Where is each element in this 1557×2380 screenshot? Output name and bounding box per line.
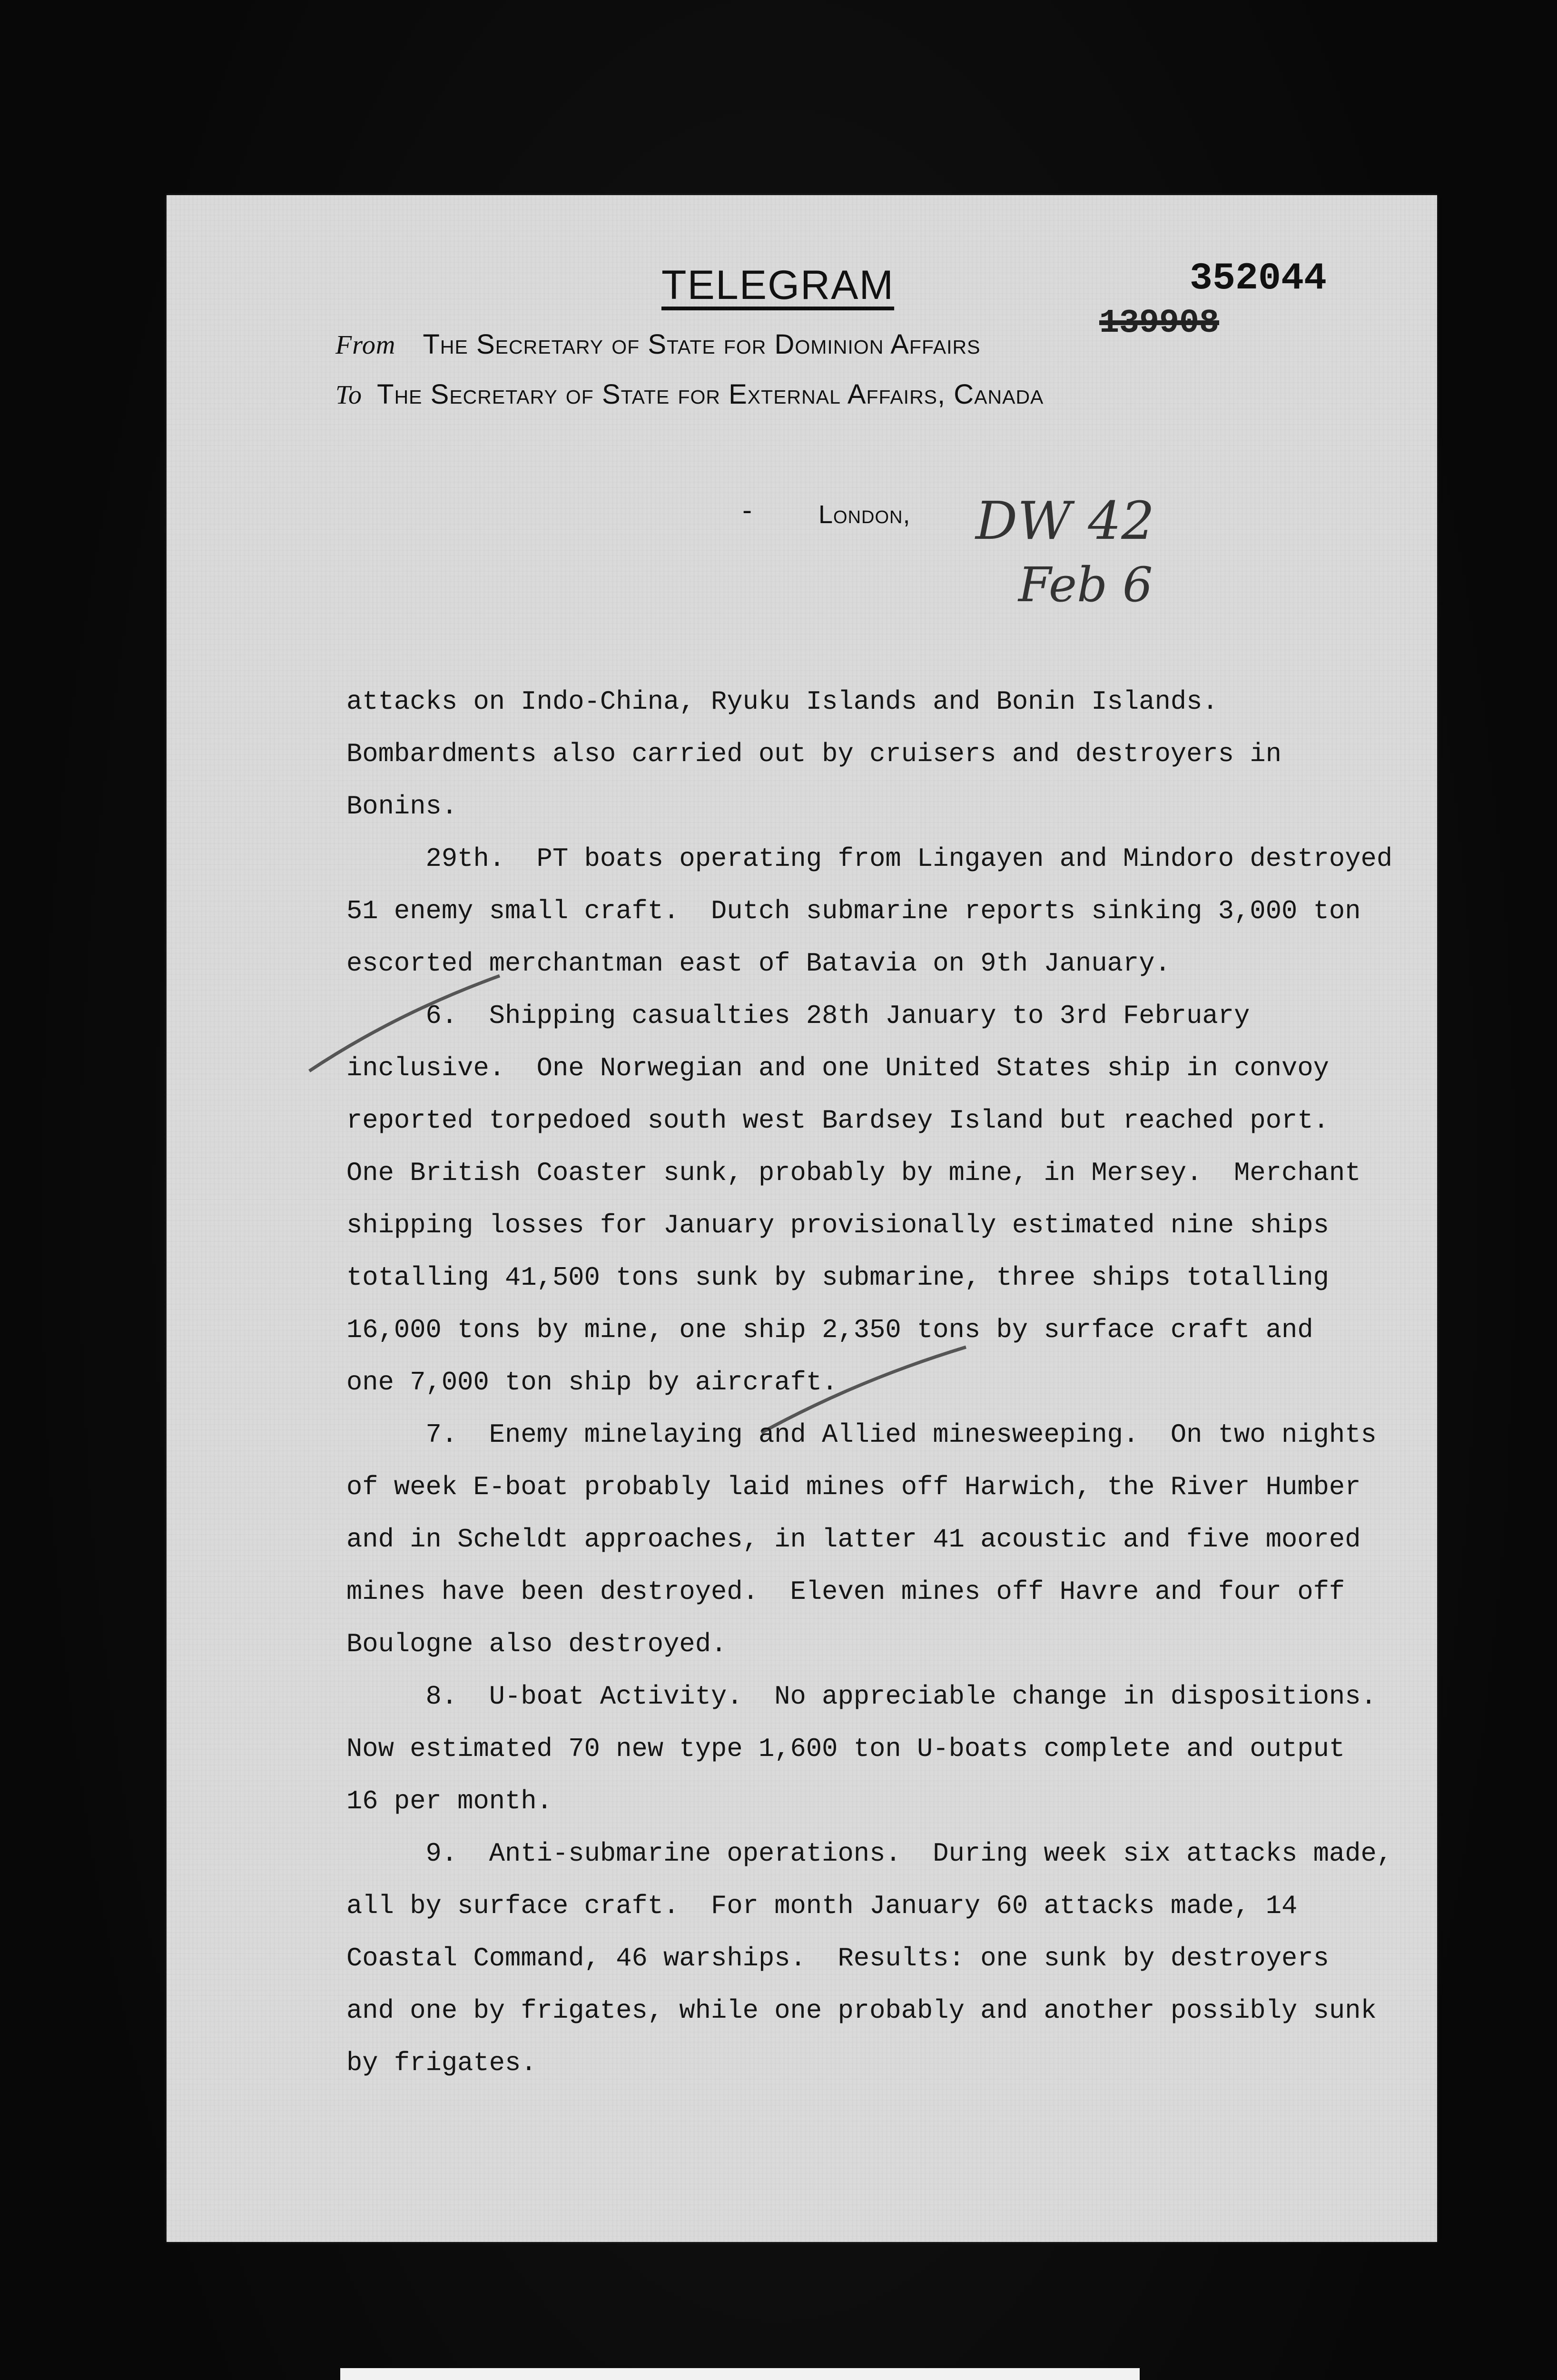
body-line: one 7,000 ton ship by aircraft.	[346, 1368, 838, 1398]
body-line: mines have been destroyed. Eleven mines off Havre and four off	[346, 1577, 1345, 1607]
body-line: of week E-boat probably laid mines off Harwich, the River Humber	[346, 1472, 1361, 1502]
body-line: totalling 41,500 tons sunk by submarine, three ships totalling	[346, 1263, 1329, 1293]
body-line: Boulogne also destroyed.	[346, 1629, 727, 1659]
collection-label	[340, 2368, 1140, 2380]
body-line: 16,000 tons by mine, one ship 2,350 tons by surface craft and	[346, 1315, 1313, 1345]
place-of-origin: London,	[818, 500, 911, 529]
from-label: From	[335, 330, 396, 360]
to-label: To	[335, 380, 363, 410]
body-line: all by surface craft. For month January 60 attacks made, 14	[346, 1891, 1298, 1921]
telegram-title: TELEGRAM	[661, 262, 895, 308]
body-line: 8. U-boat Activity. No appreciable change in dispositions.	[346, 1682, 1377, 1712]
body-line: and one by frigates, while one probably and another possibly sunk	[346, 1996, 1377, 2026]
place-dash: -	[742, 495, 752, 526]
from-text: The Secretary of State for Dominion Affairs	[423, 329, 981, 360]
body-line: 51 enemy small craft. Dutch submarine reports sinking 3,000 ton	[346, 896, 1361, 926]
crossed-out-number: 139908	[1099, 305, 1220, 342]
handwritten-date: Feb 6	[1018, 557, 1153, 613]
body-line: attacks on Indo-China, Ryuku Islands and Bonin Islands.	[346, 687, 1218, 717]
body-line: and in Scheldt approaches, in latter 41 acoustic and five moored	[346, 1525, 1361, 1555]
body-line: 29th. PT boats operating from Lingayen and Mindoro destroyed	[346, 844, 1393, 874]
body-line: inclusive. One Norwegian and one United States ship in convoy	[346, 1053, 1329, 1083]
body-line: reported torpedoed south west Bardsey Island but reached port.	[346, 1106, 1329, 1136]
body-line: Bonins.	[346, 792, 458, 822]
body-line: Bombardments also carried out by cruisers and destroyers in	[346, 739, 1282, 769]
body-line: shipping losses for January provisionally estimated nine ships	[346, 1210, 1329, 1240]
body-line: 9. Anti-submarine operations. During week six attacks made,	[346, 1839, 1393, 1869]
body-line: 16 per month.	[346, 1786, 552, 1816]
body-line: by frigates.	[346, 2048, 537, 2078]
telegram-sheet	[167, 195, 1437, 2242]
body-line: 6. Shipping casualties 28th January to 3rd February	[346, 1001, 1250, 1031]
document-number: 352044	[1190, 257, 1327, 300]
body-line: One British Coaster sunk, probably by mine, in Mersey. Merchant	[346, 1158, 1361, 1188]
body-line: escorted merchantman east of Batavia on 9th January.	[346, 949, 1171, 979]
body-line: Now estimated 70 new type 1,600 ton U-boats complete and output	[346, 1734, 1345, 1764]
to-text: The Secretary of State for External Affairs, Canada	[377, 379, 1044, 410]
body-line: Coastal Command, 46 warships. Results: one sunk by destroyers	[346, 1944, 1329, 1973]
body-line: 7. Enemy minelaying and Allied minesweeping. On two nights	[346, 1420, 1377, 1450]
telegram-body	[346, 676, 1412, 2090]
handwritten-initials: DW 42	[976, 490, 1155, 551]
